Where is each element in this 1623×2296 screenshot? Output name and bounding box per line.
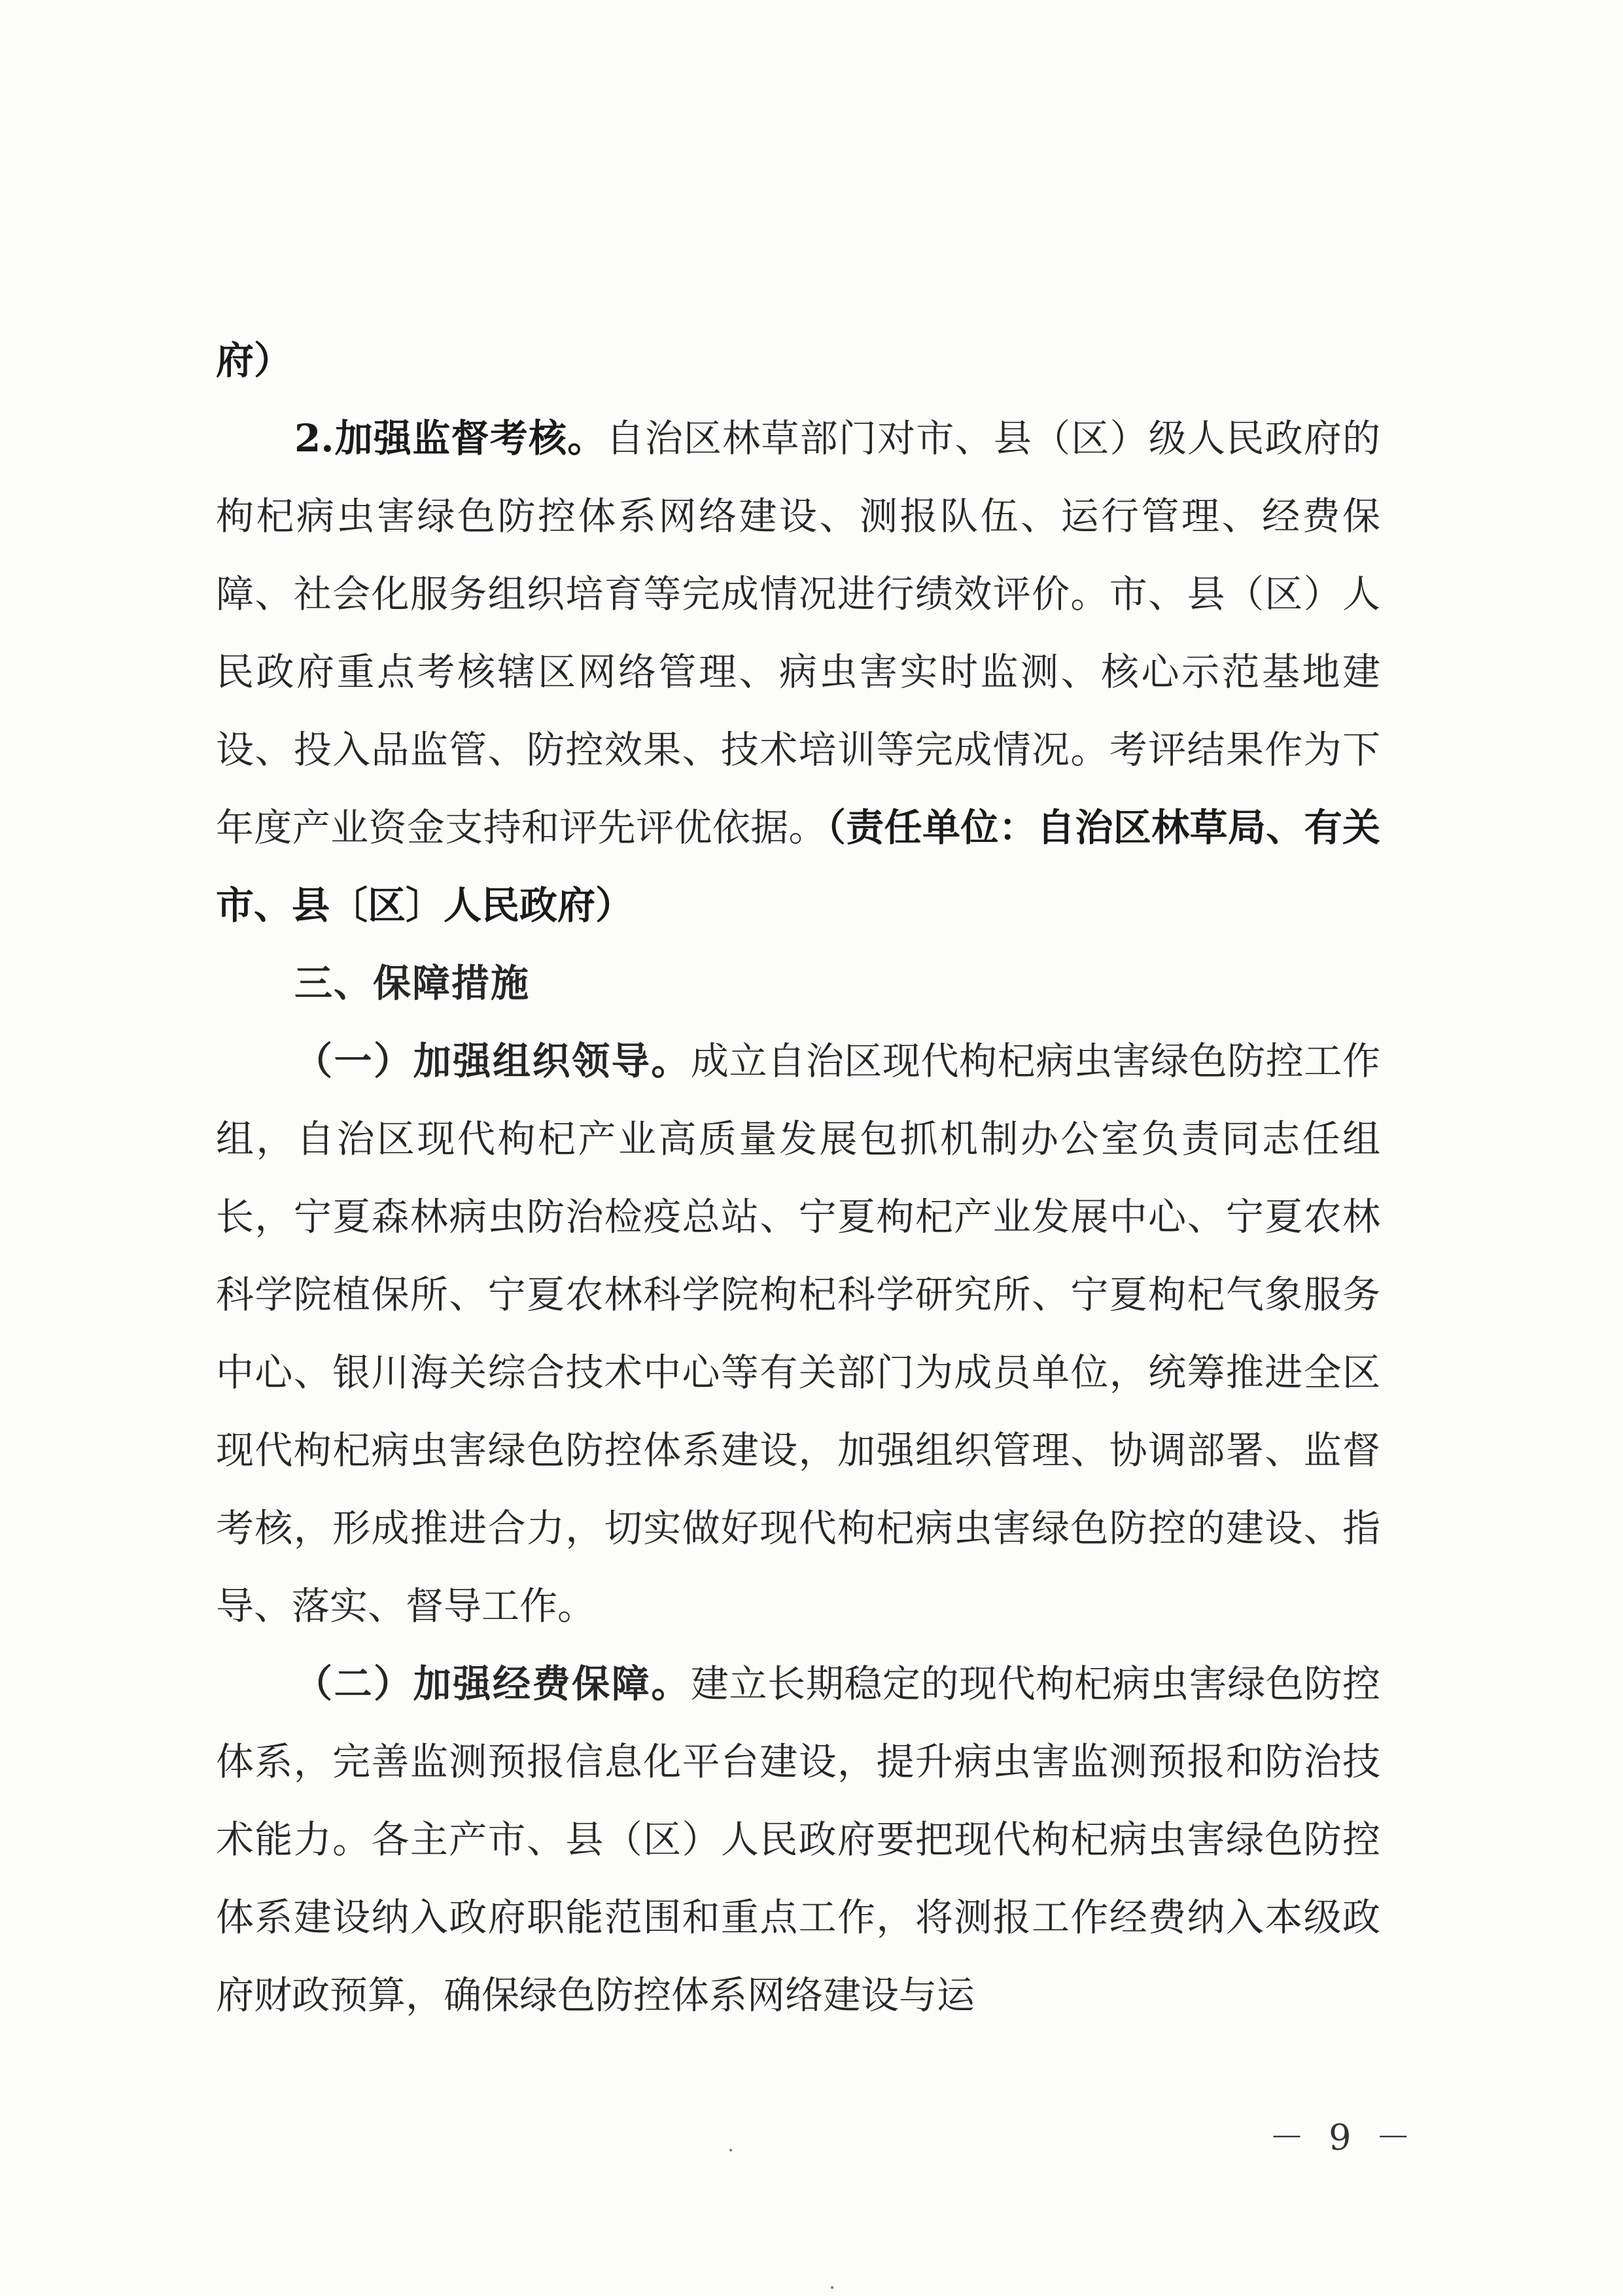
responsible-units: （责任单位：自治区林草局、有关市、县〔区〕人民政府） bbox=[216, 805, 1380, 928]
paragraph-supervision bbox=[216, 400, 1380, 945]
paragraph-text: 自治区林草部门对市、县（区）级人民政府的枸杞病虫害绿色防控体系网络建设、测报队伍、运行管理、经费保障、社会化服务组织培育等完成情况进行绩效评价。市、县（区）人民政府重点考核辖区网络管理、病虫害实时监测、核心示范基地建设、投入品监管、防控效果、技术培训等完成情况。考评结果作为下年度产业资金支持和评先评优依据。 bbox=[216, 416, 1380, 850]
paragraph-heading: （一）加强组织领导。 bbox=[294, 1039, 691, 1083]
paragraph-text: 建立长期稳定的现代枸杞病虫害绿色防控体系，完善监测预报信息化平台建设，提升病虫害监测预报和防治技术能力。各主产市、县（区）人民政府要把现代枸杞病虫害绿色防控体系建设纳入政府职能范围和重点工作，将测报工作经费纳入本级政府财政预算，确保绿色防控体系网络建设与运 bbox=[216, 1661, 1380, 2017]
paragraph-text: 成立自治区现代枸杞病虫害绿色防控工作组，自治区现代枸杞产业高质量发展包抓机制办公室负责同志任组长，宁夏森林病虫防治检疫总站、宁夏枸杞产业发展中心、宁夏农林科学院植保所、宁夏农林科学院枸杞科学研究所、宁夏枸杞气象服务中心、银川海关综合技术中心等有关部门为成员单位，统筹推进全区现代枸杞病虫害绿色防控体系建设，加强组织管理、协调部署、监督考核，形成推进合力，切实做好现代枸杞病虫害绿色防控的建设、指导、落实、督导工作。 bbox=[216, 1039, 1380, 1628]
paragraph-heading: 2.加强监督考核。 bbox=[294, 416, 606, 461]
scan-speck bbox=[831, 2286, 833, 2289]
paragraph-organization bbox=[216, 1022, 1380, 1645]
document-body bbox=[216, 322, 1380, 2034]
continued-text: 府） bbox=[216, 338, 292, 383]
page-number: － 9 － bbox=[1269, 2117, 1418, 2158]
section-title: 三、保障措施 bbox=[294, 961, 531, 1005]
paragraph-heading: （二）加强经费保障。 bbox=[294, 1661, 691, 1706]
continued-line bbox=[216, 322, 1380, 400]
scan-speck bbox=[729, 2149, 732, 2151]
paragraph-funding bbox=[216, 1645, 1380, 2034]
